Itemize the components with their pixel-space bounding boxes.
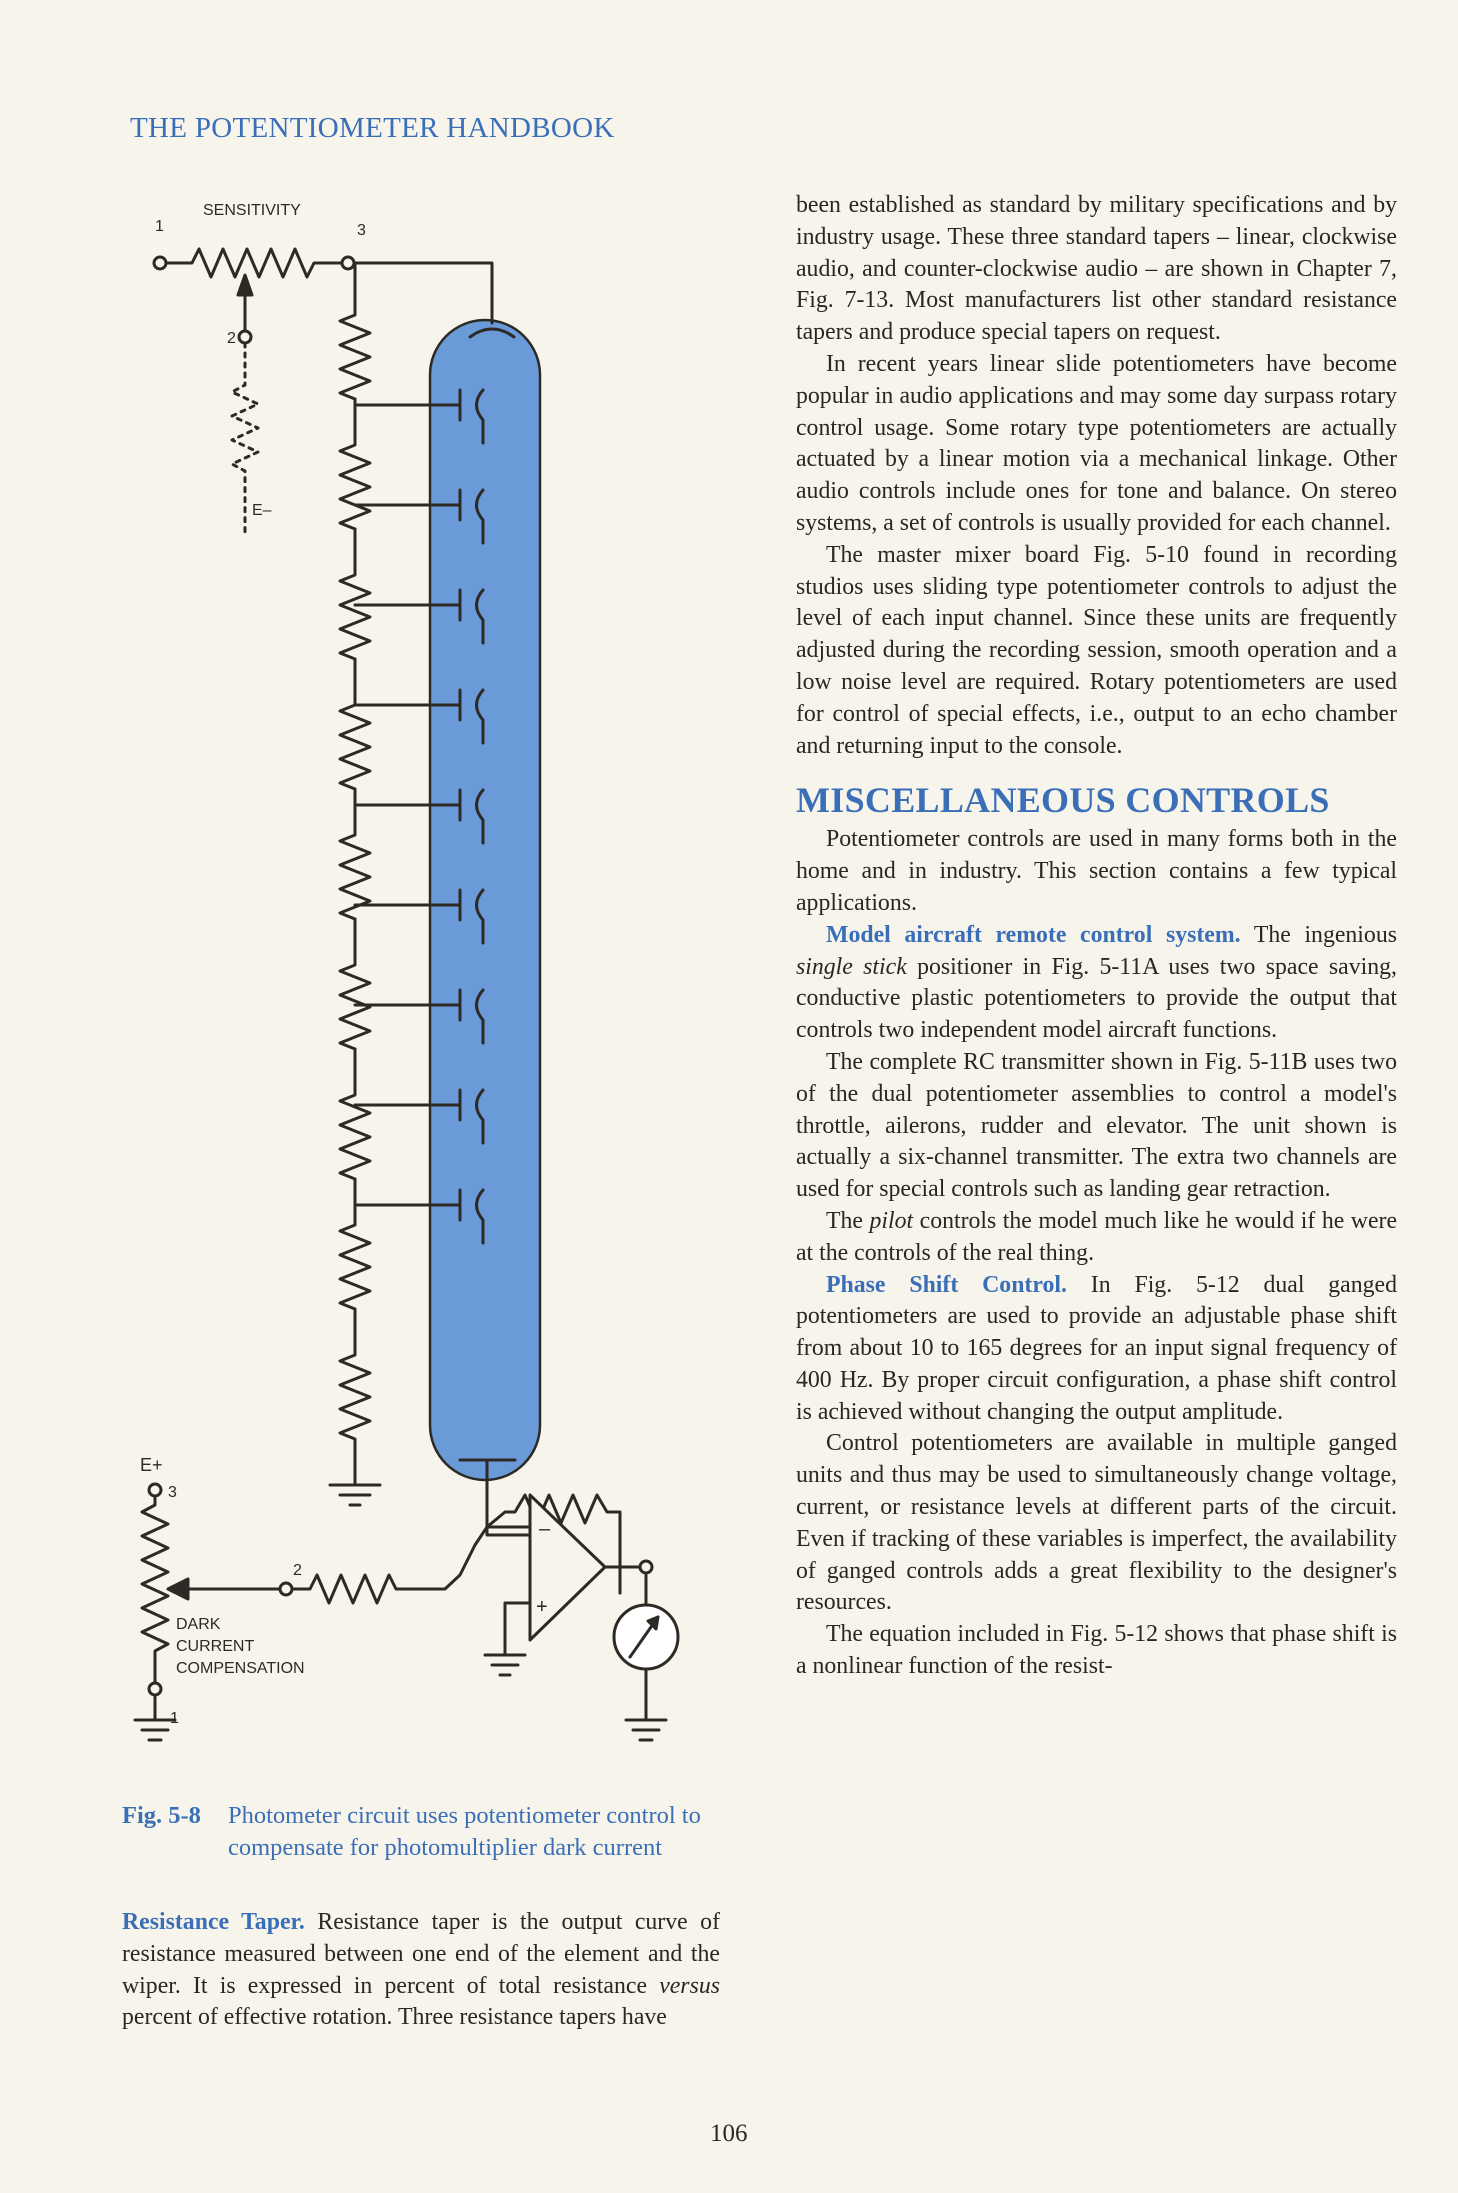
- e-minus-label: E–: [252, 502, 272, 519]
- pin1-bottom-label: 1: [170, 1710, 179, 1727]
- compensation-label: COMPENSATION: [176, 1660, 305, 1677]
- photometer-circuit-diagram: [130, 185, 740, 1795]
- section-heading: MISCELLANEOUS CONTROLS: [796, 780, 1330, 821]
- e-plus-label: E+: [140, 1455, 163, 1475]
- paragraph: In recent years linear slide potentiometers have become popular in audio applications and may some day surpass rotary control usage. Some rotary type potentiometers are actually actuated by a linear motion via a mechanical linkage. Other audio controls include ones for tone and balance. On stereo systems, a set of controls is usually provided for each channel.: [796, 350, 1397, 536]
- caption-text: Photometer circuit uses potentiometer control to compensate for photomultiplier dark current: [228, 1802, 701, 1861]
- paragraph: Potentiometer controls are used in many forms both in the home and in industry. This section contains a few typical applications.: [796, 826, 1397, 916]
- paragraph: been established as standard by military specifications and by industry usage. These three standard tapers – linear, clockwise audio, and counter-clockwise audio – are shown in Chapter 7, Fig. 7-13. Most manufacturers list other standard resistance tapers and produce special tapers on request.: [796, 192, 1397, 346]
- paragraph: The pilot controls the model much like he would if he were at the controls of the real thing.: [796, 1207, 1398, 1266]
- pin1-top-label: 1: [155, 218, 164, 235]
- model-aircraft-paragraph: Model aircraft remote control system. The ingenious single stick positioner in Fig. 5-11A uses two space saving, conductive plastic potentiometers to provide the output that controls two independent model aircraft functions.: [796, 921, 1397, 1044]
- pin3-top-label: 3: [357, 222, 366, 239]
- sensitivity-label: SENSITIVITY: [203, 202, 301, 219]
- resistance-taper-paragraph: Resistance Taper. Resistance taper is the output curve of resistance measured between one end of the element and the wiper. It is expressed in percent of total resistance versus percent of effective rotation. Three resistance tapers have: [122, 1909, 721, 2031]
- current-label: CURRENT: [176, 1638, 255, 1655]
- paragraph: The equation included in Fig. 5-12 shows that phase shift is a nonlinear function of the resist-: [796, 1621, 1397, 1680]
- paragraph: Control potentiometers are available in multiple ganged units and thus may be used to simultaneously change voltage, current, or resistance levels at different parts of the circuit. Even if tracking of these variables is imperfect, the availability of ganged controls adds a great flexibility to the designer's resources.: [796, 1430, 1397, 1616]
- dark-label: DARK: [176, 1616, 221, 1633]
- left-column: [122, 1907, 720, 2034]
- dark-current-potentiometer: [135, 1484, 400, 1740]
- phase-shift-paragraph: Phase Shift Control. In Fig. 5-12 dual ganged potentiometers are used to provide an adjustable phase shift from about 10 to 165 degrees for an input signal frequency of 400 Hz. By proper circuit configuration, a phase shift control is achieved without changing the output amplitude.: [796, 1271, 1398, 1425]
- right-column: [796, 190, 1397, 1683]
- pin3-bottom-label: 3: [168, 1484, 177, 1501]
- resistance-taper-runin: Resistance Taper.: [122, 1909, 305, 1935]
- page-number: 106: [710, 2120, 748, 2147]
- pin2-bottom-label: 2: [293, 1562, 302, 1579]
- pin2-top-label: 2: [227, 330, 236, 347]
- figure-caption: [122, 1800, 722, 1864]
- figure-number: Fig. 5-8: [122, 1802, 201, 1829]
- running-head: THE POTENTIOMETER HANDBOOK: [130, 112, 615, 144]
- paragraph: The complete RC transmitter shown in Fig. 5-11B uses two of the dual potentiometer assemblies to control a model's throttle, ailerons, rudder and elevator. The unit shown is actually a six-channel transmitter. The extra two channels are used for special controls such as landing gear retraction.: [796, 1048, 1397, 1203]
- opamp-minus-label: –: [539, 1518, 551, 1540]
- opamp-plus-label: +: [536, 1596, 548, 1618]
- paragraph: The master mixer board Fig. 5-10 found in recording studios uses sliding type potentiometer controls to adjust the level of each input channel. Since these units are frequently adjusted during the recording session, smooth operation and a low noise level are required. Rotary potentiometers are used for control of special effects, i.e., output to an echo chamber and returning input to the console.: [796, 541, 1397, 759]
- dynode-resistor-divider: [330, 263, 380, 1505]
